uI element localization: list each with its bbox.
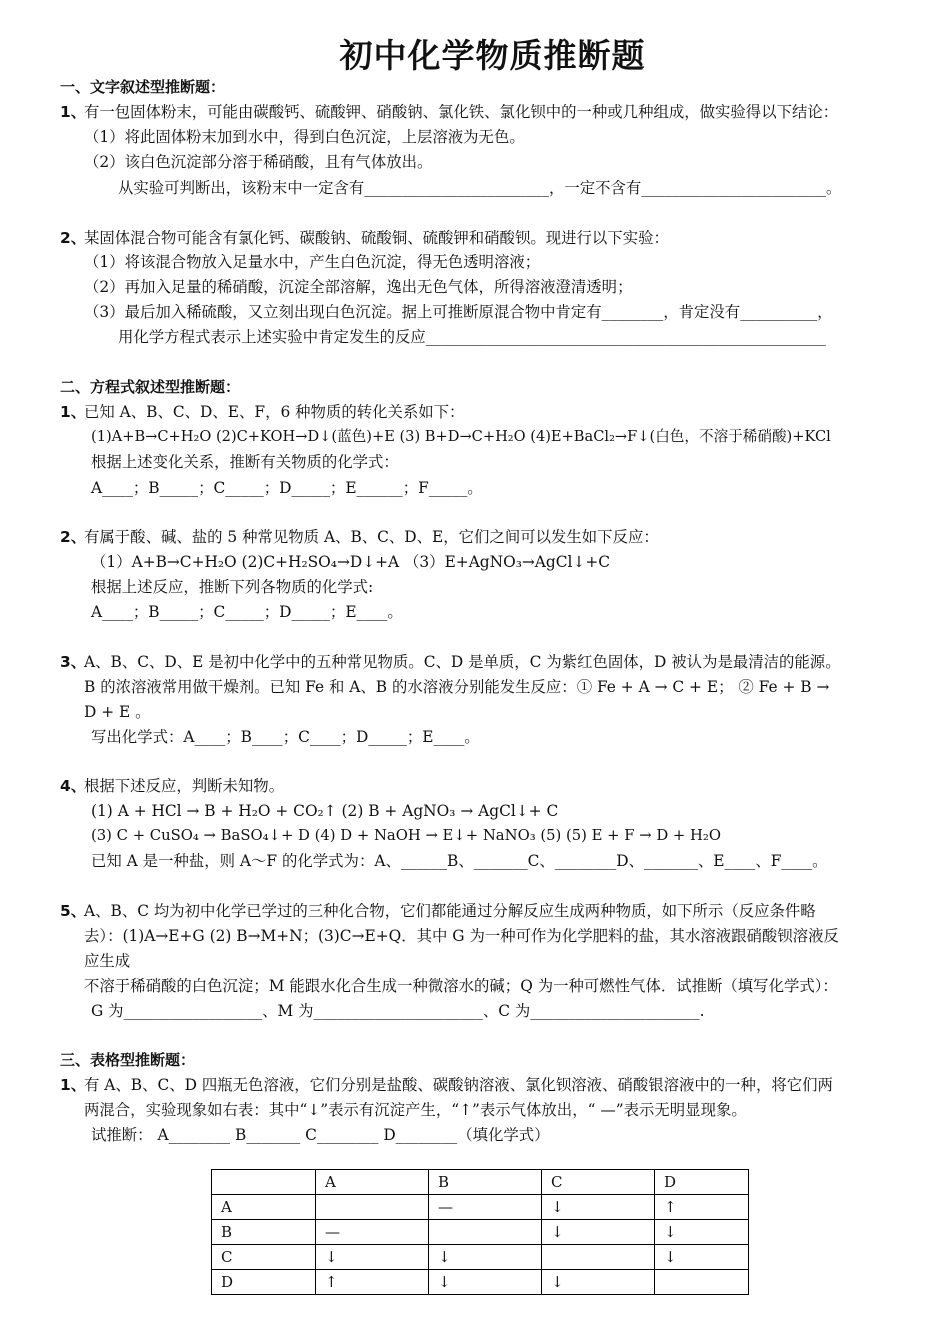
reaction-equations: （1）A+B→C+H₂O (2)C+H₂SO₄→D↓+A （3）E+AgNO₃→AgCl↓+C — [91, 553, 611, 571]
answer-blank-line: 已知 A 是一种盐，则 A～F 的化学式为：A、______B、_______C、________D、_______、E____、F____。 — [91, 852, 828, 870]
question-text: 去）：(1)A→E+G (2) B→M+N；(3)C→E+Q．其中 G 为一种可作为化学肥料的盐，其水溶液跟硝酸钡溶液反 — [84, 927, 839, 945]
table-cell: — — [429, 1195, 542, 1220]
section-heading-1: 一、文字叙述型推断题： — [60, 78, 226, 96]
question-number: 5、 — [60, 902, 87, 920]
table-row — [212, 1270, 749, 1295]
question-number: 1、 — [60, 103, 87, 121]
table-row — [212, 1245, 749, 1270]
question-text: 有属于酸、碱、盐的 5 种常见物质 A、B、C、D、E，它们之间可以发生如下反应： — [84, 528, 659, 546]
question-number: 2、 — [60, 528, 87, 546]
table-cell — [316, 1195, 429, 1220]
question-text: （2）该白色沉淀部分溶于稀硝酸，且有气体放出。 — [84, 153, 433, 171]
table-cell: ↓ — [542, 1220, 655, 1245]
table-header-cell: C — [542, 1170, 655, 1195]
table-cell — [655, 1270, 749, 1295]
answer-blank-line: 用化学方程式表示上述实验中肯定发生的反应____________________________________________________ — [118, 328, 826, 346]
answer-blank-line: 从实验可判断出，该粉末中一定含有________________________，一定不含有________________________。 — [118, 179, 842, 197]
question-text: （3）最后加入稀硫酸，又立刻出现白色沉淀。据上可推断原混合物中肯定有________，肯定没有__________， — [84, 303, 833, 321]
question-text: 某固体混合物可能含有氯化钙、碳酸钠、硫酸铜、硫酸钾和硝酸钡。现进行以下实验： — [84, 229, 669, 247]
reaction-equations: (1)A+B→C+H₂O (2)C+KOH→D↓(蓝色)+E (3) B+D→C+H₂O (4)E+BaCl₂→F↓(白色，不溶于稀硝酸)+KCl — [91, 428, 831, 445]
table-cell — [429, 1220, 542, 1245]
answer-blank-line: G 为__________________、M 为______________________、C 为______________________. — [91, 1002, 705, 1020]
table-cell: — — [316, 1220, 429, 1245]
question-text: 不溶于稀硝酸的白色沉淀；M 能跟水化合生成一种微溶水的碱；Q 为一种可燃性气体．试推断（填写化学式）： — [84, 977, 838, 995]
answer-blank-line: A____；B_____；C_____；D_____；E____。 — [91, 603, 403, 621]
table-cell: ↓ — [655, 1220, 749, 1245]
table-row — [212, 1220, 749, 1245]
question-text: 根据上述反应，推断下列各物质的化学式: — [91, 578, 374, 596]
section-heading-3: 三、表格型推断题： — [60, 1051, 196, 1069]
question-text: 根据上述变化关系，推断有关物质的化学式： — [91, 453, 399, 471]
question-text: 有 A、B、C、D 四瓶无色溶液，它们分别是盐酸、碳酸钠溶液、氯化钡溶液、硝酸银溶液中的一种，将它们两 — [84, 1076, 833, 1094]
table-cell: ↓ — [429, 1245, 542, 1270]
reaction-equations: (1) A + HCl → B + H₂O + CO₂↑ (2) B + AgNO₃ → AgCl↓+ C — [91, 802, 559, 820]
question-text: （2）再加入足量的稀硝酸，沉淀全部溶解，逸出无色气体，所得溶液澄清透明； — [84, 278, 633, 296]
question-text: 有一包固体粉末，可能由碳酸钙、硫酸钾、硝酸钠、氯化铁、氯化钡中的一种或几种组成，做实验得以下结论： — [84, 103, 839, 121]
table-cell: ↓ — [429, 1270, 542, 1295]
table-cell: ↑ — [316, 1270, 429, 1295]
table-cell: ↓ — [542, 1270, 655, 1295]
table-row — [212, 1195, 749, 1220]
question-text: 根据下述反应，判断未知物。 — [84, 777, 285, 795]
question-text: （1）将此固体粉末加到水中，得到白色沉淀，上层溶液为无色。 — [84, 128, 525, 146]
table-header-cell: A — [316, 1170, 429, 1195]
question-text: A、B、C、D、E 是初中化学中的五种常见物质。C、D 是单质，C 为紫红色固体，D 被认为是最清洁的能源。 — [84, 653, 841, 671]
table-cell: ↓ — [542, 1195, 655, 1220]
table-cell: ↓ — [316, 1245, 429, 1270]
question-text: A、B、C 均为初中化学已学过的三种化合物，它们都能通过分解反应生成两种物质，如下所示（反应条件略 — [84, 902, 816, 920]
question-text: D + E 。 — [84, 703, 151, 721]
table-header-cell: B — [429, 1170, 542, 1195]
question-number: 1、 — [60, 403, 87, 421]
answer-blank-line: 试推断： A________ B_______ C________ D________（填化学式） — [91, 1126, 550, 1144]
question-number: 1、 — [60, 1076, 87, 1094]
row-label-cell: D — [212, 1270, 316, 1295]
row-label-cell: B — [212, 1220, 316, 1245]
question-text: 已知 A、B、C、D、E、F，6 种物质的转化关系如下： — [84, 403, 465, 421]
question-number: 2、 — [60, 229, 87, 247]
question-text: B 的浓溶液常用做干燥剂。已知 Fe 和 A、B 的水溶液分别能发生反应：① Fe + A → C + E； ② Fe + B → — [84, 678, 830, 696]
question-number: 4、 — [60, 777, 87, 795]
table-cell: ↑ — [655, 1195, 749, 1220]
question-text: （1）将该混合物放入足量水中，产生白色沉淀，得无色透明溶液； — [84, 253, 541, 271]
table-header-cell — [212, 1170, 316, 1195]
answer-blank-line: 写出化学式：A____；B____；C____；D_____；E____。 — [91, 728, 480, 746]
table-header-cell: D — [655, 1170, 749, 1195]
reaction-equations: (3) C + CuSO₄ → BaSO₄↓+ D (4) D + NaOH → E↓+ NaNO₃ (5) (5) E + F → D + H₂O — [91, 827, 721, 844]
table-header-row — [212, 1170, 749, 1195]
question-number: 3、 — [60, 653, 87, 671]
section-heading-2: 二、方程式叙述型推断题： — [60, 378, 241, 396]
question-text: 应生成 — [84, 952, 131, 970]
table-cell: ↓ — [655, 1245, 749, 1270]
page-title: 初中化学物质推断题 — [339, 36, 646, 75]
reaction-result-table — [211, 1169, 749, 1295]
question-text: 两混合，实验现象如右表：其中“↓”表示有沉淀产生，“↑”表示气体放出，“ —”表示无明显现象。 — [84, 1101, 747, 1119]
answer-blank-line: A____；B_____；C_____；D_____；E______；F_____。 — [91, 479, 483, 497]
row-label-cell: A — [212, 1195, 316, 1220]
table-cell — [542, 1245, 655, 1270]
row-label-cell: C — [212, 1245, 316, 1270]
